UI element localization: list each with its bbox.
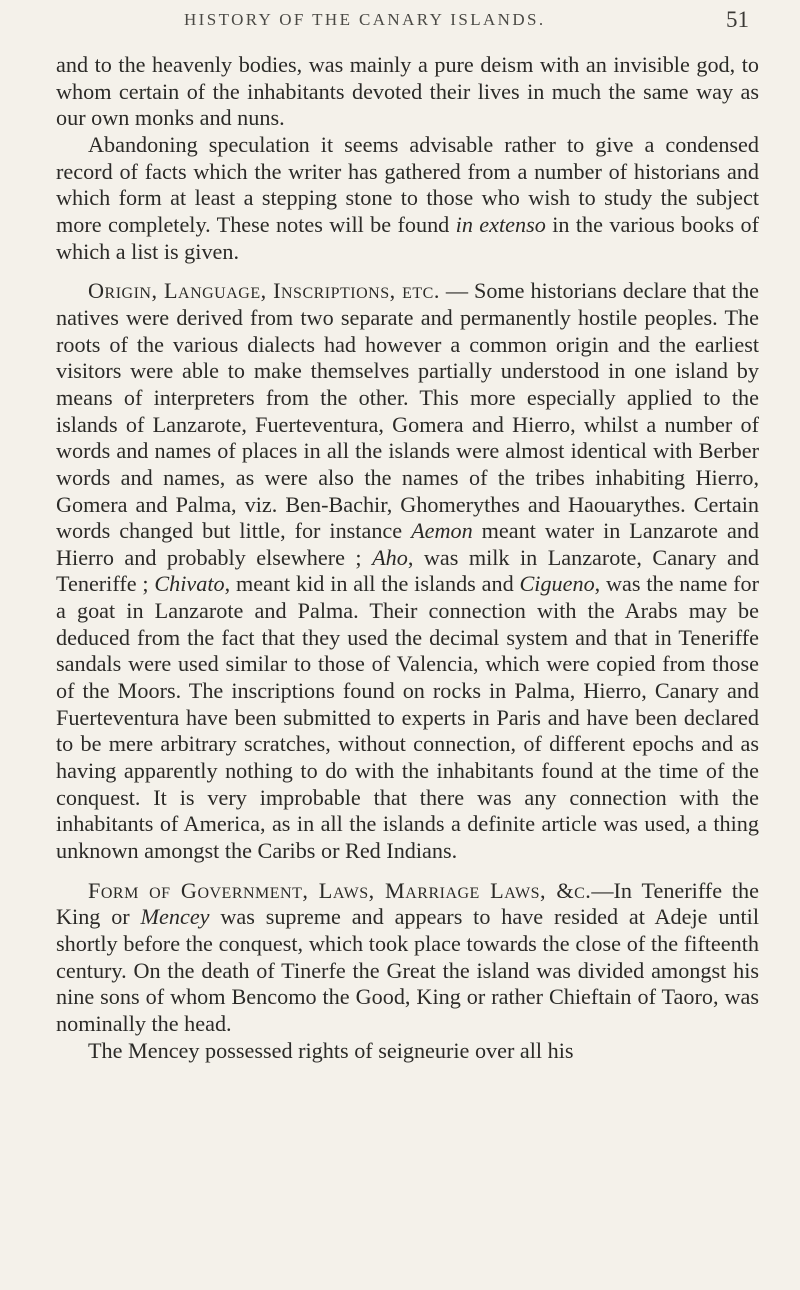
italic-term: Aho [372, 544, 408, 570]
paragraph-mencey-rights [56, 1038, 759, 1065]
italic-term: Mencey [140, 904, 210, 930]
italic-term: Chivato [154, 571, 225, 597]
paragraph-text: Abandoning speculation it seems advisable rather to give a condensed record of facts which the writer has gathered from a number of historians and which form at least a stepping stone to those who wish to study the subject more completely. These notes will be found [56, 131, 759, 237]
section-form-of-government [56, 878, 759, 1038]
italic-term: Cigueno [519, 571, 595, 597]
section-origin-language [56, 278, 759, 864]
section-heading: Origin, Language, Inscriptions, etc. [88, 278, 440, 304]
body-text [56, 52, 759, 1064]
italic-term: in extenso [455, 211, 546, 237]
heading-dash: — [591, 877, 614, 903]
section-heading: Form of Government, Laws, Marriage Laws, &c. [88, 877, 592, 903]
heading-dash: — [439, 278, 474, 304]
paragraph-text: , was the name for a goat in Lanzarote and Palma. Their connection with the Arabs may be deduced from the fact that they used the decimal system and that in Teneriffe sandals were used similar to those of Valencia, which were copied from those of the Moors. The inscriptions found on rocks in Palma, Hierro, Canary and Fuerteventura have been submitted to experts in Paris and have been declared to be mere arbitrary scratches, without connection, of different epochs and as having apparently nothing to do with the inhabitants found at the time of the conquest. It is very improbable that there was any connection with the inhabitants of America, as in all the islands a definite article was used, a thing unknown amongst the Caribs or Red Indians. [56, 571, 760, 864]
paragraph-text: Some historians declare that the natives were derived from two separate and permanently hostile peoples. The roots of the various dialects had however a common origin and the earliest visitors were able to make themselves partially understood in one island by means of interpreters from the other. This more especially applied to the islands of Lanzarote, Fuerteventura, Gomera and Hierro, whilst a number of words and names of places in all the islands were almost identical with Berber words and names, as were also the names of the tribes inhabiting Hierro, Gomera and Palma, viz. Ben-Bachir, Ghomerythes and Haouarythes. Certain words changed but little, for instance [56, 278, 760, 544]
running-head [56, 7, 759, 44]
italic-term: Aemon [411, 518, 473, 544]
paragraph-deism [56, 52, 759, 132]
paragraph-text: In Teneriffe the King or [56, 877, 759, 930]
paragraph-text: meant water in Lanzarote and Hierro and probably elsewhere ; [56, 518, 759, 570]
paragraph-text: was supreme and appears to have resided at Adeje until shortly before the conquest, which took place towards the close of the fifteenth century. On the death of Tinerfe the Great the island was divided amongst his nine sons of whom Bencomo the Good, King or rather Chieftain of Taoro, was nominally the head. [56, 904, 760, 1036]
paragraph-text: , meant kid in all the islands and [224, 571, 520, 597]
paragraph-text: The Mencey possessed rights of seigneurie over all his [88, 1037, 574, 1063]
page-number: 51 [726, 7, 749, 32]
paragraph-abandoning-speculation [56, 132, 759, 265]
running-title: HISTORY OF THE CANARY ISLANDS. [184, 10, 546, 29]
paragraph-text: , was milk in Lanzarote, Canary and Teneriffe ; [56, 544, 759, 597]
paragraph-text: in the various books of which a list is given. [56, 211, 759, 264]
paragraph-text: and to the heavenly bodies, was mainly a pure deism with an invisible god, to whom certain of the inhabitants devoted their lives in much the same way as our own monks and nuns. [56, 52, 759, 131]
book-page [56, 7, 760, 1064]
